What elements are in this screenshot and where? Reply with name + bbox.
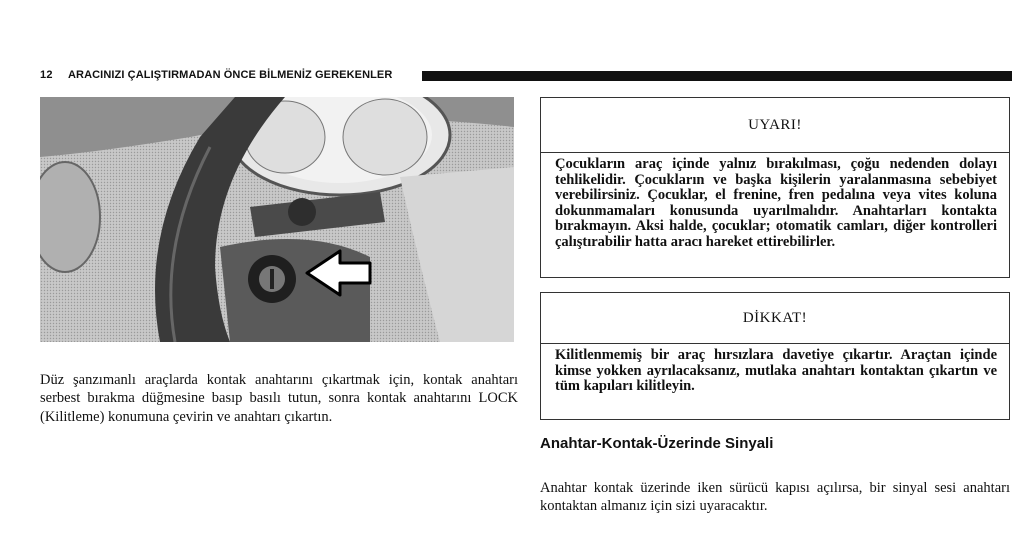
photo-caption: Düz şanzımanlı araçlarda kontak anahtarını çıkartmak için, kontak anahtarı serbest bırakma düğmesine basıp basılı tutun, sonra kontak anahtarını LOCK (Kilitleme) konumuna çevirin ve anahtarı çıkartın. [40, 371, 518, 425]
header-rule [422, 71, 1012, 81]
ignition-photo [40, 97, 514, 342]
caution-box [540, 292, 1010, 420]
section-title: ARACINIZI ÇALIŞTIRMADAN ÖNCE BİLMENİZ GEREKENLER [68, 69, 393, 81]
page-header [40, 69, 1012, 83]
ignition-illustration [40, 97, 514, 342]
warning-title: UYARI! [541, 98, 1009, 153]
key-signal-heading: Anahtar-Kontak-Üzerinde Sinyali [540, 435, 774, 452]
caution-title: DİKKAT! [541, 293, 1009, 344]
warning-text: Çocukların araç içinde yalnız bırakılması, çoğu nedenden dolayı tehlikelidir. Çocukların ve başka kişilerin yaralanmasına sebebiyet verebilirsiniz. Çocuklar, el frenine, fren pedalına veya vites koluna dokunmamaları konusunda uyarılmalıdır. Anahtarları kontakta bırakmayın. Aksi halde, çocuklar; otomatik camları, diğer kontrolleri çalıştırabilir hatta aracı hareket ettirebilirler. [555, 156, 997, 250]
warning-box [540, 97, 1010, 278]
caution-text: Kilitlenmemiş bir araç hırsızlara davetiye çıkartır. Araçtan içinde kimse yokken ayrılacaksanız, mutlaka anahtarı kontaktan çıkartın ve tüm kapıları kilitleyin. [555, 347, 997, 395]
page-number: 12 [40, 69, 53, 81]
key-signal-text: Anahtar kontak üzerinde iken sürücü kapısı açılırsa, bir sinyal sesi anahtarı kontaktan almanız için sizi uyaracaktır. [540, 479, 1010, 514]
